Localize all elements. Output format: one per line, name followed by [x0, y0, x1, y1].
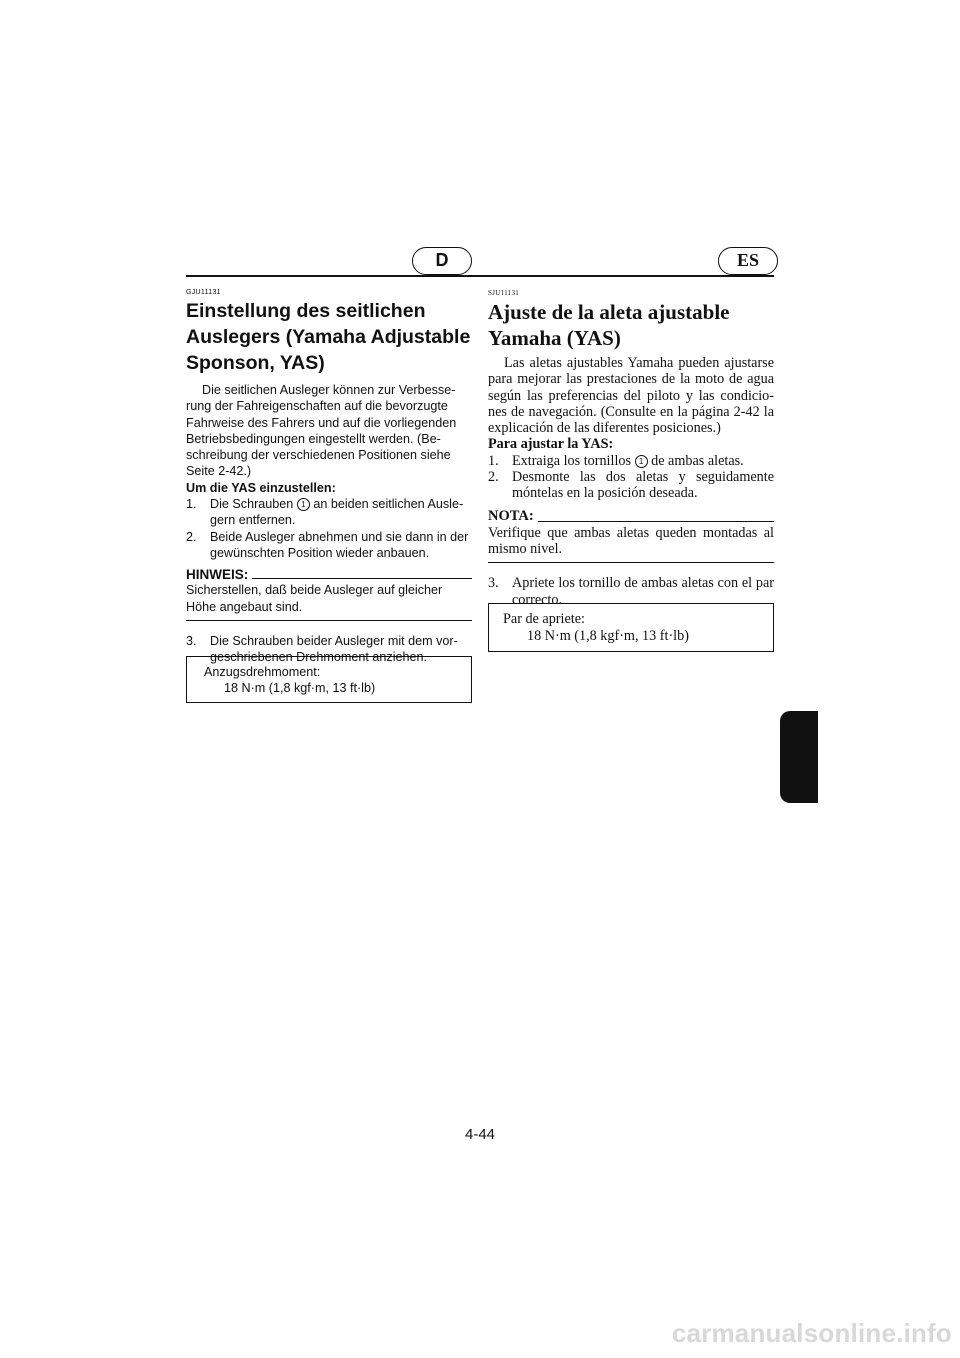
note-header [488, 508, 774, 525]
step-number: 1. [186, 497, 197, 512]
chapter-tab [780, 711, 818, 803]
note-label: NOTA: [488, 507, 534, 524]
note-text: Verifique que ambas aletas queden montadas al mismo nivel. [488, 524, 774, 557]
intro-paragraph: Las aletas ajustables Yamaha pueden ajustarse para mejorar las prestaciones de la moto de agua según las preferencias del piloto y las condicio-nes de navegación. (Consulte en la página 2-42 la explicación de las diferentes posiciones.) [488, 355, 774, 437]
note-label: HINWEIS: [186, 567, 249, 583]
header-rule [186, 275, 774, 277]
step-2 [488, 469, 774, 502]
procedure-subheading: Um die YAS einzustellen: [186, 480, 336, 495]
step-number: 1. [488, 452, 499, 469]
page-number: 4-44 [464, 1126, 496, 1143]
spec-label: Par de apriete: [503, 611, 585, 627]
spanish-column [488, 289, 774, 608]
step-number: 3. [488, 575, 499, 592]
language-badge-german: D [412, 247, 472, 275]
note-rule [538, 521, 774, 522]
step-1 [488, 453, 774, 469]
section-code: SJU11131 [488, 289, 520, 297]
step-text: Die Schrauben [210, 497, 294, 512]
torque-spec-box-spanish [488, 603, 774, 652]
step-text: Apriete los tornillo de ambas aletas con el par correcto. [512, 575, 774, 608]
callout-1-icon: 1 [635, 455, 648, 468]
note-rule [252, 578, 472, 579]
spec-value: 18 N·m (1,8 kgf·m, 13 ft·lb) [527, 627, 689, 644]
spec-value: 18 N·m (1,8 kgf·m, 13 ft·lb) [224, 681, 376, 695]
watermark-logo: carmanualsonline.info [671, 1318, 952, 1348]
step-number: 2. [488, 469, 499, 486]
section-title: Ajuste de la aleta ajustable Yamaha (YAS) [488, 300, 730, 350]
note-end-rule [488, 562, 774, 563]
language-badge-spanish: ES [718, 247, 778, 275]
torque-spec-box-german [186, 656, 472, 703]
callout-1-icon: 1 [297, 498, 310, 511]
step-text: Die Schrauben beider Ausleger mit dem vor-geschriebenen Drehmoment anziehen. [210, 633, 458, 665]
german-column [186, 289, 472, 665]
step-number: 3. [186, 633, 197, 648]
step-text: de ambas aletas. [651, 452, 744, 469]
intro-paragraph: Die seitlichen Ausleger können zur Verbesse-rung der Fahreigenschaften auf die bevorzugte Fahrweise des Fahrers und auf die vorliegenden Betriebsbedingungen eingestellt werden. (Be-schreibung der verschiedenen Positionen siehe Seite 2-42.) [186, 383, 457, 479]
step-text: Extraiga los tornillos [512, 452, 632, 469]
note-header [186, 567, 472, 582]
note-text: Sicherstellen, daß beide Ausleger auf gleicher Höhe angebaut sind. [186, 583, 443, 614]
step-number: 2. [186, 529, 197, 544]
step-2 [186, 529, 472, 562]
step-text: Beide Ausleger abnehmen und sie dann in der gewünschten Position wieder anbauen. [210, 529, 469, 560]
step-text: an beiden seitlichen Ausle-gern entfernen. [210, 497, 464, 528]
step-text: Desmonte las dos aletas y seguidamente móntelas en la posición deseada. [512, 469, 774, 502]
note-end-rule [186, 620, 472, 621]
section-code: GJU11131 [186, 289, 221, 296]
step-1 [186, 496, 472, 529]
procedure-subheading: Para ajustar la YAS: [488, 436, 614, 453]
section-title: Einstellung des seitlichen Auslegers (Yamaha Adjustable Sponson, YAS) [186, 300, 471, 374]
spec-label: Anzugsdrehmoment: [204, 665, 321, 679]
